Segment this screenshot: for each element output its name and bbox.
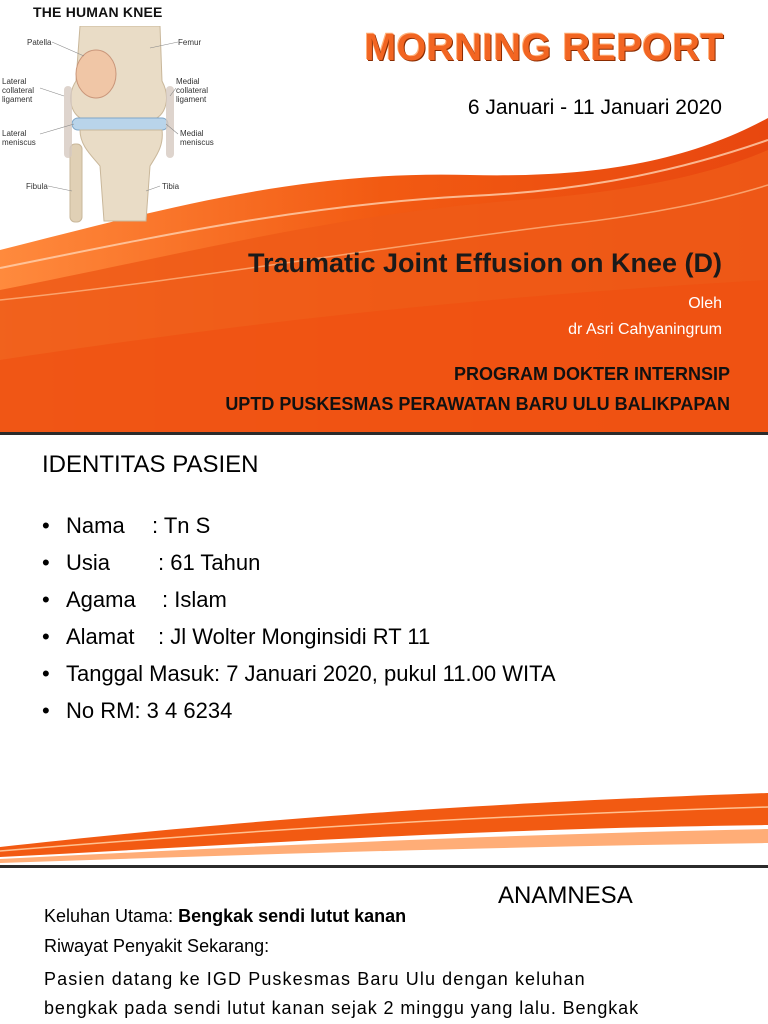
list-item (42, 622, 556, 659)
chief-complaint (44, 906, 406, 927)
field-value: : 61 Tahun (158, 550, 261, 575)
knee-diagram-title: THE HUMAN KNEE (33, 4, 163, 20)
anamnesis-slide (0, 868, 768, 1024)
list-item (42, 548, 556, 585)
label-tibia: Tibia (162, 182, 180, 191)
list-item (42, 585, 556, 622)
list-item (42, 696, 556, 733)
bullet-icon: • (42, 513, 50, 538)
field-value: : Jl Wolter Monginsidi RT 11 (158, 624, 431, 649)
bullet-icon: • (42, 587, 50, 612)
history-label: Riwayat Penyakit Sekarang: (44, 936, 270, 956)
field-label: Usia (66, 550, 111, 575)
date-range: 6 Januari - 11 Januari 2020 (467, 96, 722, 119)
field-label: Agama (66, 587, 136, 612)
patient-identity-slide (0, 435, 768, 865)
report-title: MORNING REPORT (364, 27, 724, 69)
label-patella: Patella (27, 38, 52, 47)
label-lateral-collateral-ligament: Lateral collateral ligament (2, 77, 35, 104)
field-value: : Islam (162, 587, 227, 612)
bullet-icon: • (42, 661, 50, 686)
bullet-icon: • (42, 624, 50, 649)
slide-heading: ANAMNESA (498, 882, 633, 909)
label-medial-meniscus: Medial meniscus (180, 129, 214, 147)
history-text-line: bengkak pada sendi lutut kanan sejak 2 minggu yang lalu. Bengkak (44, 998, 639, 1018)
chief-complaint-label: Keluhan Utama: (44, 906, 179, 926)
by-label: Oleh (688, 295, 722, 312)
field-label: Nama (66, 513, 125, 538)
label-fibula: Fibula (26, 182, 48, 191)
bullet-icon: • (42, 698, 50, 723)
bullet-icon: • (42, 550, 50, 575)
knee-anatomy-illustration (0, 26, 230, 226)
program-name: PROGRAM DOKTER INTERNSIP (453, 364, 730, 384)
author-name: dr Asri Cahyaningrum (568, 321, 722, 338)
patient-identity-list (42, 511, 556, 733)
slide-heading: IDENTITAS PASIEN (42, 451, 259, 478)
label-medial-collateral-ligament: Medial collateral ligament (176, 77, 209, 104)
chief-complaint-value: Bengkak sendi lutut kanan (178, 906, 407, 926)
list-item (42, 659, 556, 696)
label-lateral-meniscus: Lateral meniscus (2, 129, 36, 147)
field-label: Alamat (66, 624, 135, 649)
field-value: Tanggal Masuk: 7 Januari 2020, pukul 11.00 WITA (66, 661, 556, 686)
field-value: : Tn S (152, 513, 211, 538)
history-text-line: Pasien datang ke IGD Puskesmas Baru Ulu dengan keluhan (44, 969, 586, 989)
label-femur: Femur (178, 38, 202, 47)
orange-wave-decoration (0, 785, 768, 865)
field-value: No RM: 3 4 6234 (66, 698, 233, 723)
list-item (42, 511, 556, 548)
title-slide (0, 0, 768, 432)
institution-name: UPTD PUSKESMAS PERAWATAN BARU ULU BALIKPAPAN (225, 394, 730, 414)
case-topic: Traumatic Joint Effusion on Knee (D) (247, 248, 722, 278)
